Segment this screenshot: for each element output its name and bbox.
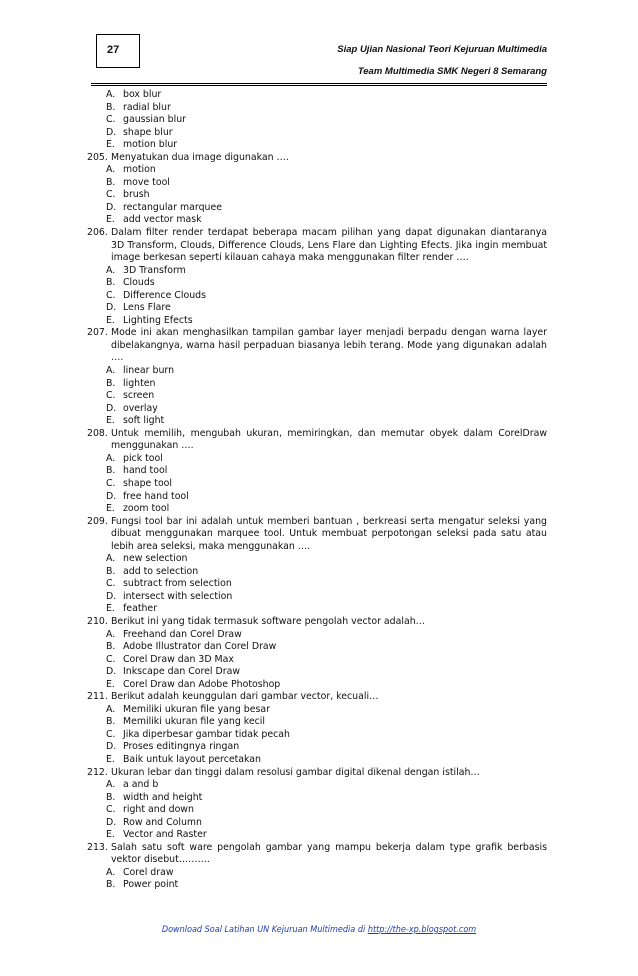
option-text: Inkscape dan Corel Draw [123,666,241,678]
question-item [89,227,547,265]
option-letter: B. [106,716,116,728]
answer-option [89,867,547,880]
header-rule [91,83,547,84]
option-letter: A. [106,628,116,640]
option-letter: A. [106,89,116,100]
option-text: Corel Draw dan Adobe Photoshop [123,678,281,690]
option-letter: C. [106,728,116,740]
option-text: shape tool [123,477,173,489]
option-letter: A. [106,365,116,377]
answer-option [89,378,547,391]
question-item [89,842,547,867]
answer-option [89,654,547,667]
header-title: Siap Ujian Nasional Teori Kejuruan Multimedia [337,44,547,55]
option-letter: E. [106,314,115,326]
question-item [89,691,547,704]
option-text: add to selection [123,565,199,577]
option-text: linear burn [123,365,175,377]
option-letter: B. [106,641,116,653]
option-text: intersect with selection [123,590,233,602]
option-text: Power point [123,879,179,891]
option-letter: C. [106,114,116,126]
option-letter: C. [106,804,116,816]
question-text: Mode ini akan menghasilkan tampilan gambar layer menjadi berpadu dengan warna layer dibelakangnya, warna hasil perpaduan biasanya lebih terang. Mode yang digunakan adalah …. [111,327,547,364]
option-text: Row and Column [123,816,202,828]
answer-option [89,491,547,504]
option-letter: A. [106,452,116,464]
question-number: 213. [87,841,108,853]
question-text: Menyatukan dua image digunakan …. [111,151,289,163]
option-letter: C. [106,578,116,590]
answer-option [89,503,547,516]
question-number: 206. [87,227,108,239]
option-letter: B. [106,101,116,113]
option-letter: C. [106,390,116,402]
header-subtitle: Team Multimedia SMK Negeri 8 Semarang [357,66,547,77]
option-letter: B. [106,879,116,891]
option-text: gaussian blur [123,114,187,126]
answer-option [89,629,547,642]
option-letter: D. [106,302,117,314]
question-item [89,152,547,165]
question-text: Untuk memilih, mengubah ukuran, memiringkan, dan memutar obyek dalam CorelDraw menggunakan …. [111,427,547,452]
answer-option [89,729,547,742]
option-letter: E. [106,753,115,765]
answer-option [89,817,547,830]
answer-option [89,89,547,102]
option-letter: E. [106,503,115,515]
answer-option [89,716,547,729]
option-letter: B. [106,465,116,477]
option-text: Baik untuk layout percetakan [123,753,261,765]
answer-option [89,177,547,190]
option-text: a and b [123,779,159,791]
answer-option [89,390,547,403]
answer-option [89,415,547,428]
answer-option [89,164,547,177]
answer-option [89,214,547,227]
option-text: zoom tool [123,503,170,515]
option-letter: C. [106,477,116,489]
option-text: shape blur [123,126,173,138]
option-letter: B. [106,277,116,289]
option-text: new selection [123,553,188,565]
option-text: radial blur [123,101,171,113]
option-text: free hand tool [123,490,189,502]
question-text: Fungsi tool bar ini adalah untuk memberi bantuan , berkreasi serta mengatur seleksi yang dibuat menggunakan marquee tool. Untuk membuat perpotongan seleksi pada satu atau lebih area seleksi, maka menggunakan …. [111,515,547,552]
option-text: Corel Draw dan 3D Max [123,653,234,665]
option-text: Memiliki ukuran file yang kecil [123,716,266,728]
option-text: hand tool [123,465,168,477]
question-number: 209. [87,515,108,527]
question-text: Berikut ini yang tidak termasuk software pengolah vector adalah… [111,615,426,627]
answer-option [89,302,547,315]
option-letter: D. [106,741,117,753]
option-letter: E. [106,214,115,226]
option-letter: D. [106,816,117,828]
question-text: Dalam filter render terdapat beberapa macam pilihan yang dapat digunakan diantaranya 3D Transform, Clouds, Difference Clouds, Lens Flare dan Lighting Efects. Jika ingin membuat image berkesan seperti kilauan cahaya maka menggunakan filter render …. [111,227,547,264]
option-text: move tool [123,176,170,188]
answer-option [89,741,547,754]
option-text: Difference Clouds [123,289,206,301]
option-text: Clouds [123,277,155,289]
option-text: Memiliki ukuran file yang besar [123,703,270,715]
answer-option [89,603,547,616]
option-letter: D. [106,666,117,678]
option-text: Jika diperbesar gambar tidak pecah [123,728,290,740]
answer-option [89,453,547,466]
answer-option [89,591,547,604]
option-letter: A. [106,264,116,276]
option-letter: B. [106,791,116,803]
answer-option [89,139,547,152]
option-letter: A. [106,703,116,715]
answer-option [89,315,547,328]
answer-option [89,704,547,717]
question-item [89,428,547,453]
option-letter: E. [106,678,115,690]
footer [0,925,638,935]
option-text: feather [123,603,158,615]
option-text: lighten [123,377,156,389]
option-letter: E. [106,139,115,151]
question-number: 212. [87,766,108,778]
question-number: 205. [87,151,108,163]
option-text: Lighting Efects [123,314,193,326]
option-text: Adobe Illustrator dan Corel Draw [123,641,277,653]
option-letter: E. [106,415,115,427]
question-text: Ukuran lebar dan tinggi dalam resolusi gambar digital dikenal dengan istilah… [111,766,480,778]
question-item [89,327,547,365]
answer-option [89,290,547,303]
answer-option [89,792,547,805]
answer-option [89,641,547,654]
option-letter: B. [106,377,116,389]
option-text: add vector mask [123,214,202,226]
option-text: 3D Transform [123,264,186,276]
question-text: Salah satu soft ware pengolah gambar yang mampu bekerja dalam type grafik berbasis vektor disebut………. [111,841,547,866]
option-text: Proses editingnya ringan [123,741,240,753]
answer-option [89,365,547,378]
option-text: right and down [123,804,194,816]
option-letter: B. [106,176,116,188]
option-letter: E. [106,829,115,841]
option-text: brush [123,189,150,201]
answer-option [89,265,547,278]
option-text: screen [123,390,155,402]
option-text: motion blur [123,139,178,151]
answer-option [89,478,547,491]
answer-option [89,879,547,892]
answer-option [89,553,547,566]
option-text: Lens Flare [123,302,171,314]
answer-option [89,114,547,127]
answer-option [89,202,547,215]
question-number: 210. [87,615,108,627]
option-letter: D. [106,590,117,602]
option-letter: A. [106,553,116,565]
answer-option [89,829,547,842]
footer-text: Download Soal Latihan UN Kejuruan Multimedia di [161,925,368,935]
question-item [89,767,547,780]
option-text: subtract from selection [123,578,232,590]
answer-option [89,566,547,579]
answer-option [89,102,547,115]
option-text: width and height [123,791,203,803]
question-number: 211. [87,691,108,703]
option-letter: D. [106,490,117,502]
question-number: 207. [87,327,108,339]
option-letter: C. [106,289,116,301]
option-letter: E. [106,603,115,615]
answer-option [89,189,547,202]
option-text: rectangular marquee [123,201,223,213]
question-item [89,516,547,554]
option-text: Freehand dan Corel Draw [123,628,242,640]
option-text: pick tool [123,452,163,464]
header-rule-secondary [91,85,547,86]
question-list [89,89,547,892]
answer-option [89,403,547,416]
option-text: Corel draw [123,866,174,878]
option-letter: C. [106,653,116,665]
option-letter: D. [106,201,117,213]
answer-option [89,779,547,792]
question-number: 208. [87,427,108,439]
answer-option [89,754,547,767]
answer-option [89,277,547,290]
answer-option [89,578,547,591]
option-letter: D. [106,402,117,414]
option-letter: A. [106,164,116,176]
answer-option [89,804,547,817]
question-item [89,616,547,629]
answer-option [89,666,547,679]
page-number-box [96,34,140,68]
answer-option [89,465,547,478]
option-letter: C. [106,189,116,201]
option-text: box blur [123,89,162,100]
question-text: Berikut adalah keunggulan dari gambar vector, kecuali… [111,691,379,703]
answer-option [89,679,547,692]
answer-option [89,127,547,140]
option-text: overlay [123,402,158,414]
option-text: motion [123,164,156,176]
option-letter: A. [106,779,116,791]
option-letter: D. [106,126,117,138]
option-letter: A. [106,866,116,878]
option-text: soft light [123,415,165,427]
page-number: 27 [107,44,120,56]
footer-link[interactable]: http://the-xp.blogspot.com [367,925,477,935]
option-letter: B. [106,565,116,577]
option-text: Vector and Raster [123,829,207,841]
